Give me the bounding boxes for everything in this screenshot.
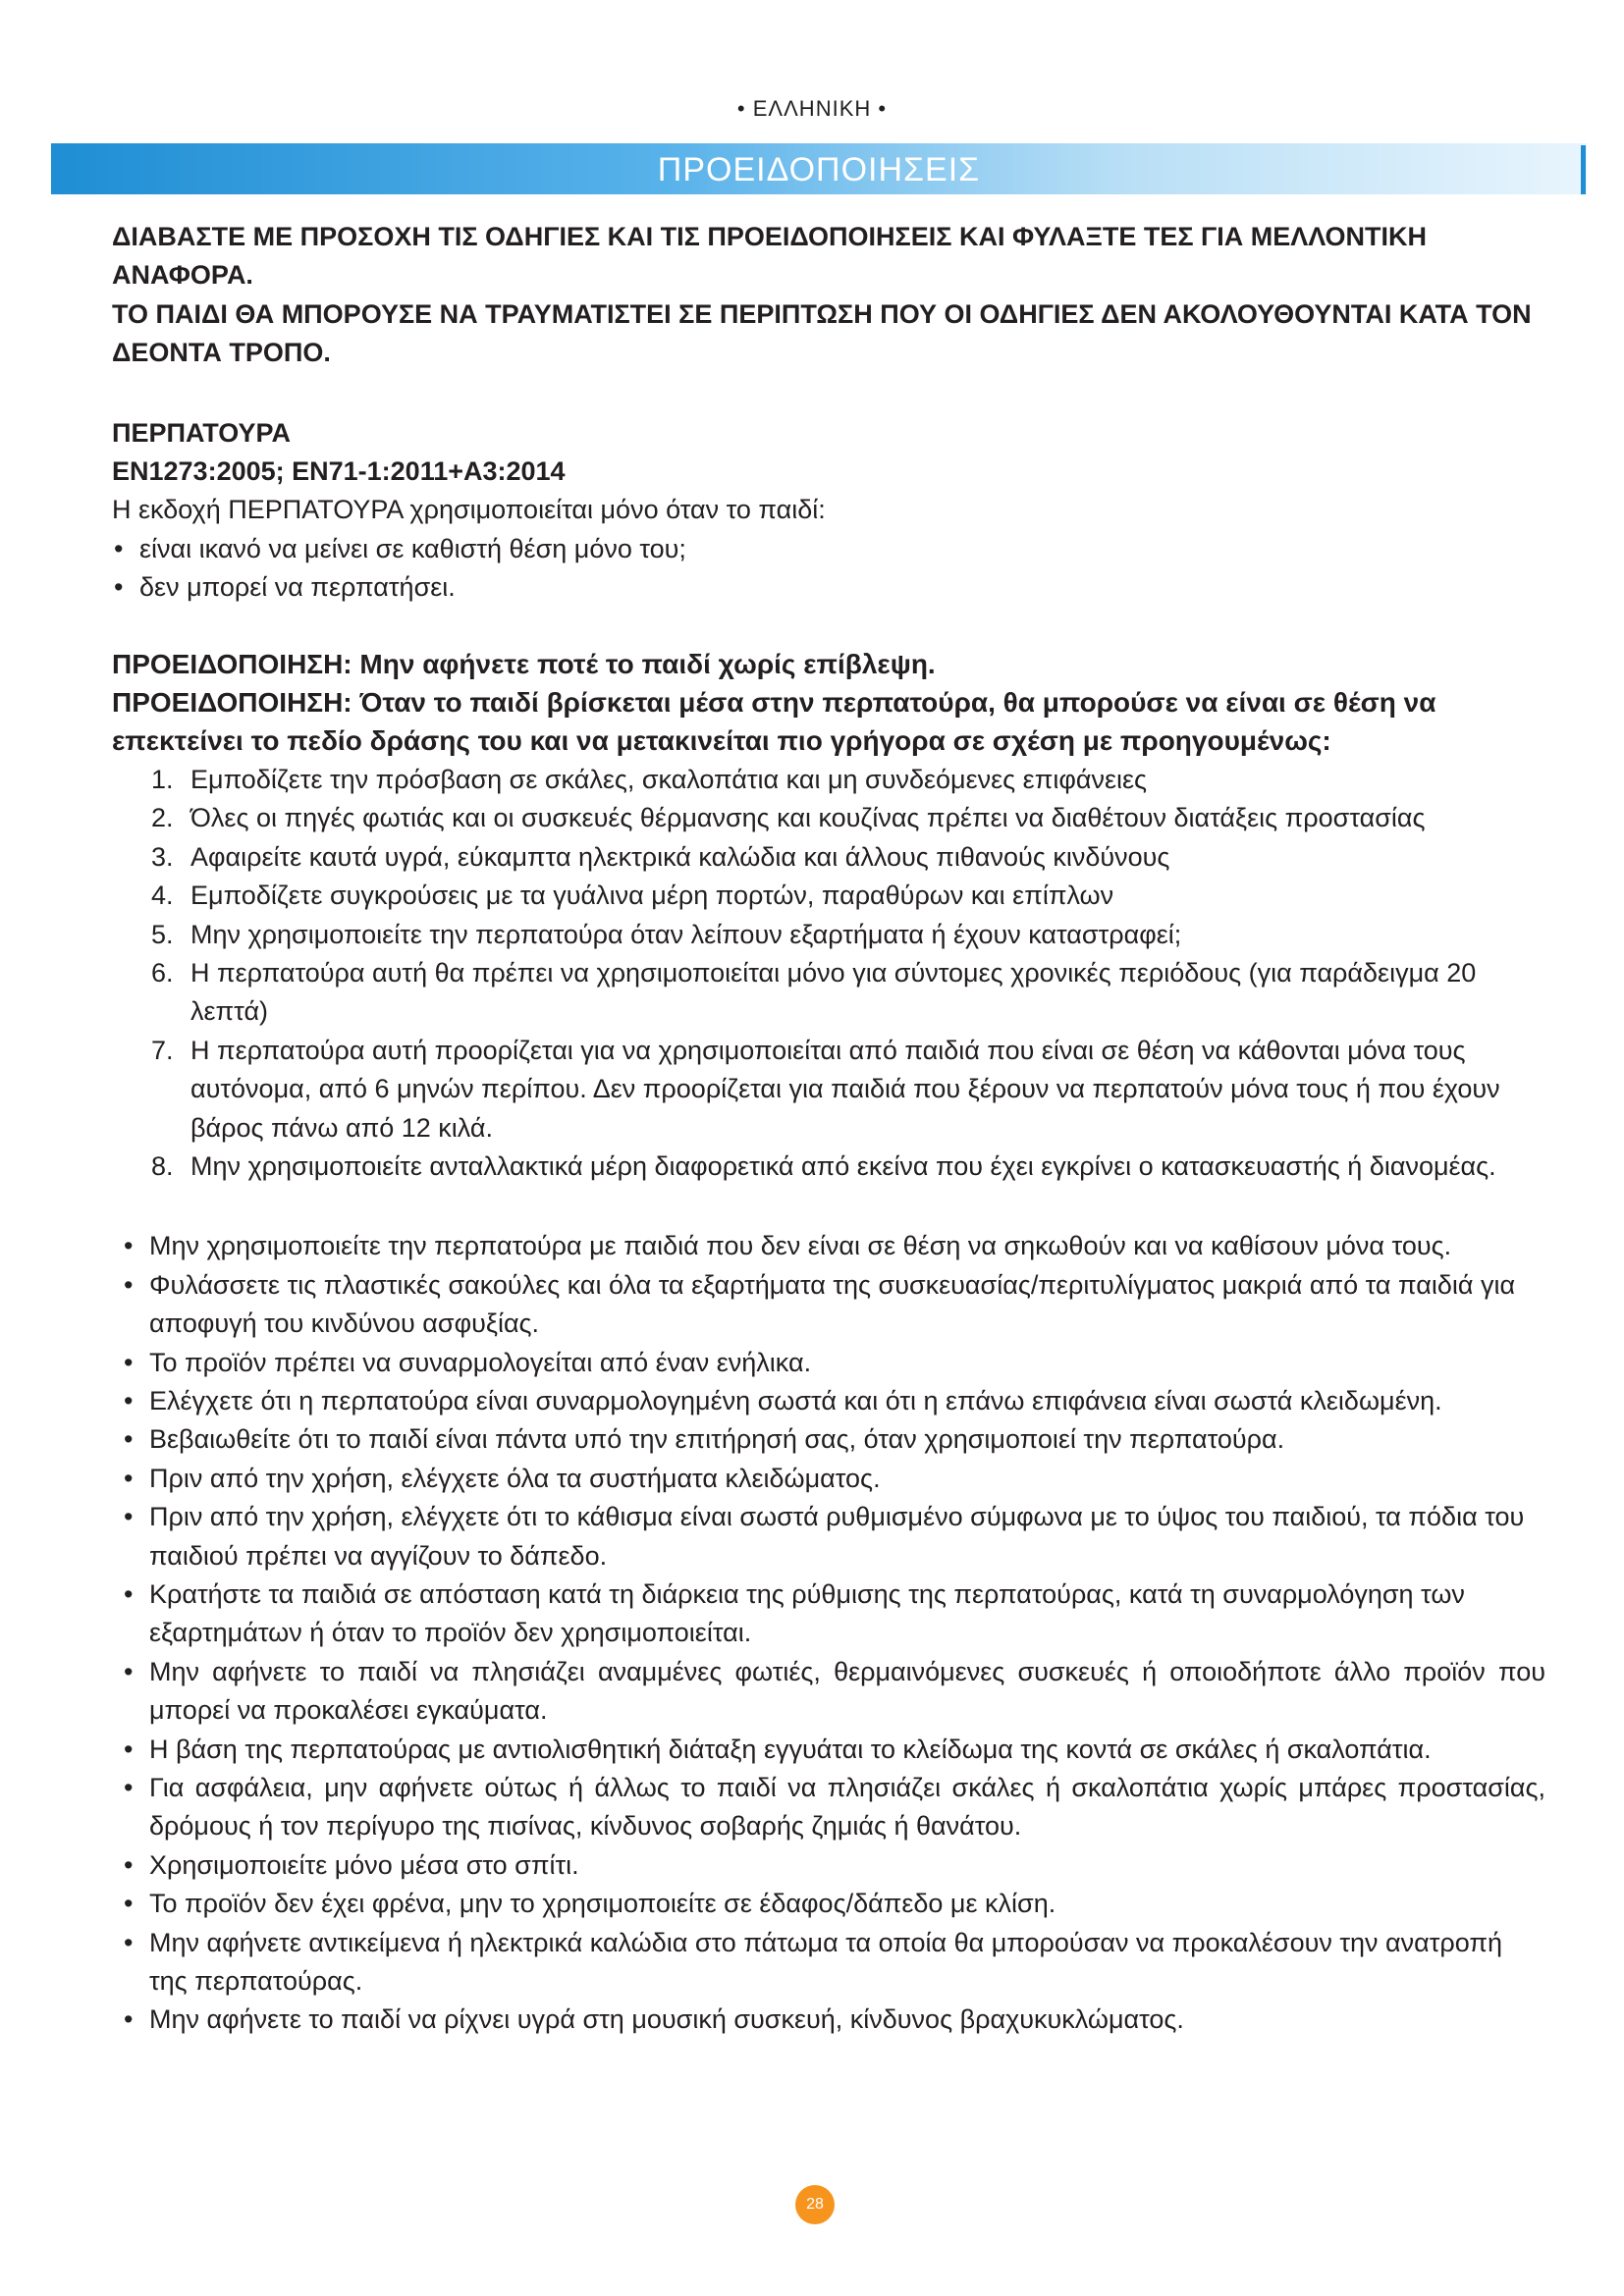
intro-read-carefully: ΔΙΑΒΑΣΤΕ ΜΕ ΠΡΟΣΟΧΗ ΤΙΣ ΟΔΗΓΙΕΣ ΚΑΙ ΤΙΣ ΠΡΟΕΙΔΟΠΟΙΗΣΕΙΣ ΚΑΙ ΦΥΛΑΞΤΕ ΤΕΣ ΓΙΑ ΜΕΛΛΟΝΤΙΚΗ ΑΝΑΦΟΡΑ. (112, 222, 1428, 291)
numbered-item (112, 799, 1545, 837)
item-text: Όλες οι πηγές φωτιάς και οι συσκευές θέρμανσης και κουζίνας πρέπει να διαθέτουν διατάξεις προστασίας (190, 803, 1426, 833)
numbered-item (112, 954, 1545, 1032)
general-item: • Ελέγχετε ότι η περπατούρα είναι συναρμολογημένη σωστά και ότι η επάνω επιφάνεια είναι σωστά κλειδωμένη. (96, 1382, 1545, 1420)
general-item: • Για ασφάλεια, μην αφήνετε ούτως ή άλλως το παιδί να πλησιάζει σκάλες ή σκαλοπάτια χωρίς μπάρες προστασίας, δρόμους ή τον περίγυρο της πισίνας, κίνδυνος σοβαρής ζημιάς ή θανάτου. (96, 1769, 1545, 1846)
condition-item: • δεν μπορεί να περπατήσει. (112, 568, 1545, 607)
general-item: • Χρησιμοποιείτε μόνο μέσα στο σπίτι. (96, 1846, 1545, 1885)
warning-range: ΠΡΟΕΙΔΟΠΟΙΗΣΗ: Όταν το παιδί βρίσκεται μέσα στην περπατούρα, θα μπορούσε να είναι σε θέση να επεκτείνει το πεδίο δράσης του και να μετακινείται πιο γρήγορα σε σχέση με προηγουμένως: (112, 687, 1436, 757)
item-text: Η περπατούρα αυτή θα πρέπει να χρησιμοποιείται μόνο για σύντομες χρονικές περιόδους (για παράδειγμα 20 λεπτά) (190, 957, 1477, 1027)
numbered-item (112, 1032, 1545, 1148)
walker-title: ΠΕΡΠΑΤΟΥΡΑ (112, 417, 292, 448)
item-number: 6. (151, 957, 174, 988)
condition-item: • είναι ικανό να μείνει σε καθιστή θέση μόνο του; (112, 530, 1545, 568)
general-warnings (96, 1227, 1545, 2040)
warning-supervision: ΠΡΟΕΙΔΟΠΟΙΗΣΗ: Μην αφήνετε ποτέ το παιδί χωρίς επίβλεψη. (112, 648, 936, 679)
general-item: • Βεβαιωθείτε ότι το παιδί είναι πάντα υπό την επιτήρησή σας, όταν χρησιμοποιεί την περπατούρα. (96, 1420, 1545, 1459)
page-number-badge: 28 (795, 2185, 835, 2224)
general-item: • Το προϊόν δεν έχει φρένα, μην το χρησιμοποιείτε σε έδαφος/δάπεδο με κλίση. (96, 1885, 1545, 1923)
banner-title: ΠΡΟΕΙΔΟΠΟΙΗΣΕΙΣ (657, 151, 981, 188)
item-text: Αφαιρείτε καυτά υγρά, εύκαμπτα ηλεκτρικά καλώδια και άλλους πιθανούς κινδύνους (190, 841, 1170, 872)
language-label: • ΕΛΛΗΝΙΚΗ • (736, 96, 888, 121)
general-item: • Μην αφήνετε το παιδί να ρίχνει υγρά στη μουσική συσκευή, κίνδυνος βραχυκυκλώματος. (96, 2001, 1545, 2039)
intro-injury-warning: ΤΟ ΠΑΙΔΙ ΘΑ ΜΠΟΡΟΥΣΕ ΝΑ ΤΡΑΥΜΑΤΙΣΤΕΙ ΣΕ ΠΕΡΙΠΤΩΣΗ ΠΟΥ ΟΙ ΟΔΗΓΙΕΣ ΔΕΝ ΑΚΟΛΟΥΘΟΥΝΤΑΙ ΚΑΤΑ ΤΟΝ ΔΕΟΝΤΑ ΤΡΟΠΟ. (112, 298, 1532, 368)
item-text: Μην χρησιμοποιείτε ανταλλακτικά μέρη διαφορετικά από εκείνα που έχει εγκρίνει ο κατασκευαστής ή διανομέας. (190, 1150, 1496, 1181)
item-text: Μην χρησιμοποιείτε την περπατούρα όταν λείπουν εξαρτήματα ή έχουν καταστραφεί; (190, 919, 1182, 949)
document-body (112, 218, 1545, 2040)
general-item: • Η βάση της περπατούρας με αντιολισθητική διάταξη εγγυάται το κλείδωμα της κοντά σε σκάλες ή σκαλοπάτια. (96, 1731, 1545, 1769)
general-item: • Το προϊόν πρέπει να συναρμολογείται από έναν ενήλικα. (96, 1344, 1545, 1382)
numbered-item (112, 916, 1545, 954)
general-item: • Πριν από την χρήση, ελέγχετε ότι το κάθισμα είναι σωστά ρυθμισμένο σύμφωνα με το ύψος του παιδιού, τα πόδια του παιδιού πρέπει να αγγίζουν το δάπεδο. (96, 1498, 1545, 1575)
general-item: • Μην αφήνετε αντικείμενα ή ηλεκτρικά καλώδια στο πάτωμα τα οποία θα μπορούσαν να προκαλέσουν την ανατροπή της περπατούρας. (96, 1924, 1545, 2002)
walker-standards: EN1273:2005; EN71-1:2011+A3:2014 (112, 456, 566, 487)
item-number: 2. (151, 803, 174, 833)
numbered-item (112, 877, 1545, 915)
item-number: 8. (151, 1150, 174, 1181)
item-text: Η περπατούρα αυτή προορίζεται για να χρησιμοποιείται από παιδιά που είναι σε θέση να κάθονται μόνα τους αυτόνομα, από 6 μηνών περίπου. Δεν προορίζεται για παιδιά που ξέρουν να περπατούν μόνα τους ή που έχουν βάρος πάνω από 12 κιλά. (190, 1035, 1500, 1143)
general-item: • Φυλάσσετε τις πλαστικές σακούλες και όλα τα εξαρτήματα της συσκευασίας/περιτυλίγματος μακριά από τα παιδιά για αποφυγή του κινδύνου ασφυξίας. (96, 1266, 1545, 1344)
general-item: • Μην χρησιμοποιείτε την περπατούρα με παιδιά που δεν είναι σε θέση να σηκωθούν και να καθίσουν μόνα τους. (96, 1227, 1545, 1265)
general-item: • Κρατήστε τα παιδιά σε απόσταση κατά τη διάρκεια της ρύθμισης της περπατούρας, κατά τη συναρμολόγηση των εξαρτημάτων ή όταν το προϊόν δεν χρησιμοποιείται. (96, 1575, 1545, 1653)
item-number: 5. (151, 919, 174, 949)
numbered-warnings (112, 761, 1545, 1186)
general-item: • Μην αφήνετε το παιδί να πλησιάζει αναμμένες φωτιές, θερμαινόμενες συσκευές ή οποιοδήποτε άλλο προϊόν που μπορεί να προκαλέσει εγκαύματα. (96, 1653, 1545, 1731)
numbered-item (112, 1148, 1545, 1186)
walker-conditions (112, 530, 1545, 608)
item-number: 7. (151, 1035, 174, 1065)
item-text: Εμποδίζετε την πρόσβαση σε σκάλες, σκαλοπάτια και μη συνδεόμενες επιφάνειες (190, 764, 1148, 794)
item-number: 3. (151, 841, 174, 872)
item-number: 1. (151, 764, 174, 794)
numbered-item (112, 761, 1545, 799)
item-text: Εμποδίζετε συγκρούσεις με τα γυάλινα μέρη πορτών, παραθύρων και επίπλων (190, 881, 1114, 911)
banner-accent-bar (1581, 145, 1586, 194)
item-number: 4. (151, 881, 174, 911)
walker-usage: Η εκδοχή ΠΕΡΠΑΤΟΥΡΑ χρησιμοποιείται μόνο όταν το παιδί: (112, 495, 826, 525)
general-item: • Πριν από την χρήση, ελέγχετε όλα τα συστήματα κλειδώματος. (96, 1460, 1545, 1498)
section-banner (51, 143, 1587, 194)
numbered-item (112, 838, 1545, 877)
